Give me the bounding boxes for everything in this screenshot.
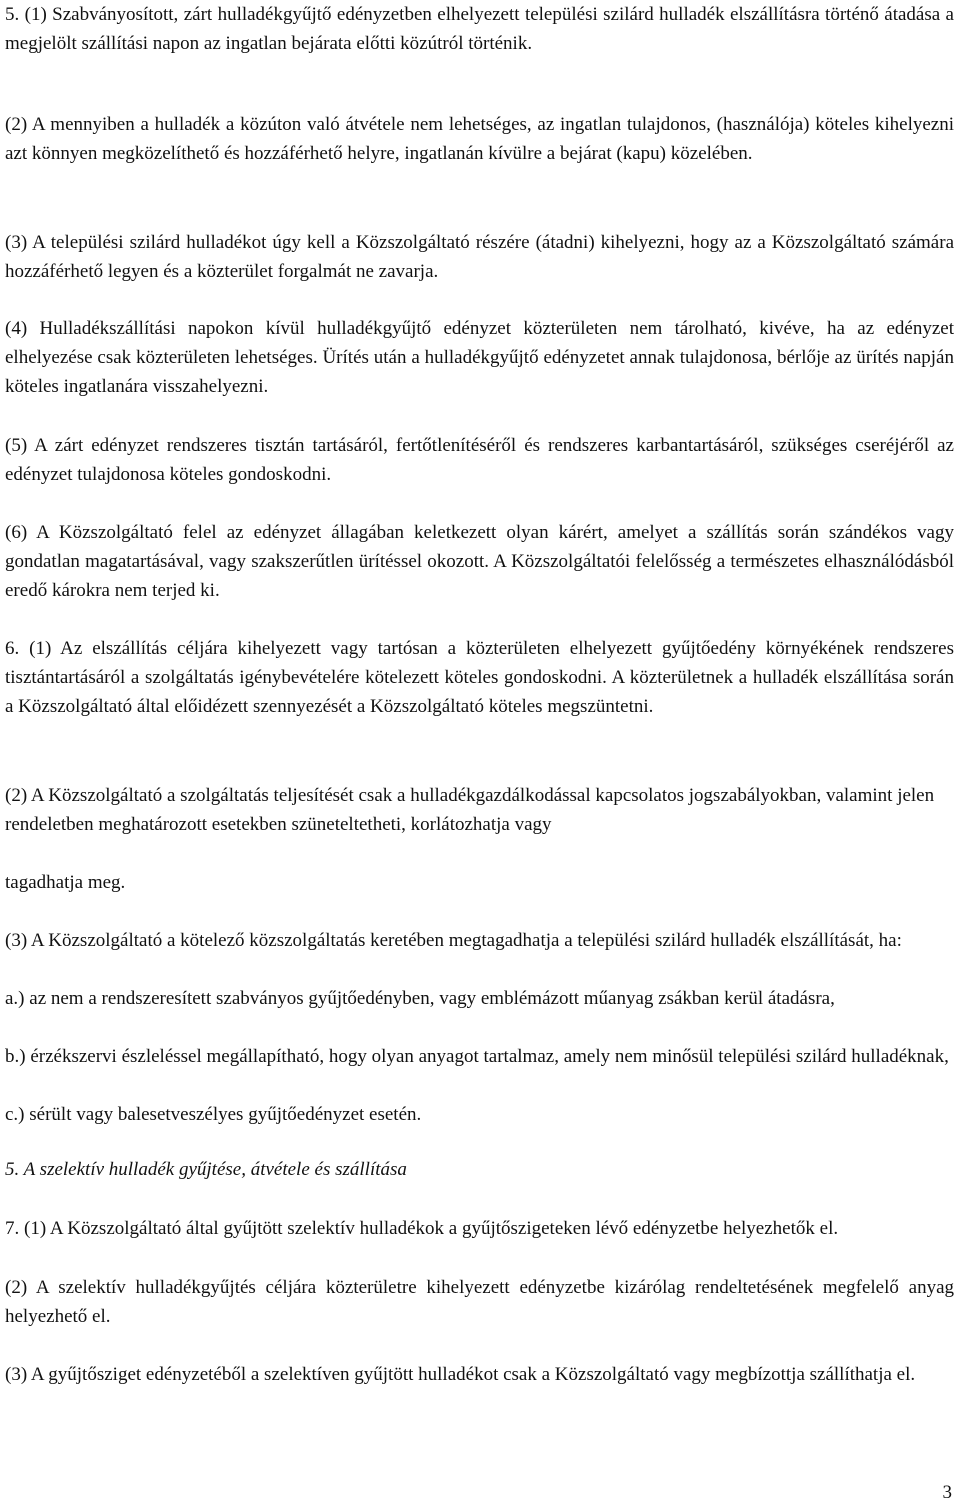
- list-item-c: c.) sérült vagy balesetveszélyes gyűjtőedényzet esetén.: [5, 1104, 422, 1125]
- paragraph-5-1: 5. (1) Szabványosított, zárt hulladékgyűjtő edényzetben elhelyezett települési szilárd hulladék elszállításra történő átadása a megjelölt szállítási napon az ingatlan bejárata előtti közútról történik.: [5, 4, 954, 54]
- paragraph-6-1: 6. (1) Az elszállítás céljára kihelyezett vagy tartósan a közterületen elhelyezett gyűjtőedény környékének rendszeres tisztántartásáról a szolgáltatás igénybevételére kötelezett köteles gondoskodni. A közterületnek a hulladék elszállítása során a Közszolgáltató által előidézett szennyezését a Közszolgáltató köteles megszüntetni.: [5, 638, 954, 717]
- paragraph-5-6: (6) A Közszolgáltató felel az edényzet állagában keletkezett olyan kárért, amelyet a szállítás során szándékos vagy gondatlan magatartásával, vagy szakszerűtlen ürítéssel okozott. A Közszolgáltatói felelősség a természetes elhasználódásból eredő károkra nem terjed ki.: [5, 522, 954, 601]
- page-number: 3: [942, 1482, 952, 1503]
- list-item-a: a.) az nem a rendszeresített szabványos gyűjtőedényben, vagy emblémázott műanyag zsákban kerül átadásra,: [5, 988, 835, 1009]
- paragraph-5-3: (3) A települési szilárd hulladékot úgy kell a Közszolgáltató részére (átadni) kihelyezni, hogy az a Közszolgáltató számára hozzáférhető legyen és a közterület forgalmát ne zavarja.: [5, 232, 954, 282]
- paragraph-6-2: (2) A Közszolgáltató a szolgáltatás teljesítését csak a hulladékgazdálkodással kapcsolatos jogszabályokban, valamint jelen rendeletben meghatározott esetekben szüneteltetheti, korlátozhatja vagy: [5, 785, 935, 835]
- paragraph-7-2: (2) A szelektív hulladékgyűjtés céljára közterületre kihelyezett edényzetbe kizárólag rendeltetésének megfelelő anyag helyezhető el.: [5, 1277, 954, 1327]
- paragraph-5-5: (5) A zárt edényzet rendszeres tisztán tartásáról, fertőtlenítéséről és rendszeres karbantartásáról, szükséges cseréjéről az edényzet tulajdonosa köteles gondoskodni.: [5, 435, 954, 485]
- paragraph-7-1: 7. (1) A Közszolgáltató által gyűjtött szelektív hulladékok a gyűjtőszigeteken lévő edényzetbe helyezhetők el.: [5, 1218, 839, 1239]
- section-heading: 5. A szelektív hulladék gyűjtése, átvétele és szállítása: [5, 1159, 407, 1180]
- paragraph-5-4: (4) Hulladékszállítási napokon kívül hulladékgyűjtő edényzet közterületen nem tárolható, kivéve, ha az edényzet elhelyezése csak közterületen lehetséges. Ürítés után a hulladékgyűjtő edényzetet annak tulajdonosa, bérlője az ürítés napján köteles ingatlanára visszahelyezni.: [5, 318, 954, 397]
- paragraph-6-2-end: tagadhatja meg.: [5, 872, 126, 893]
- paragraph-5-2: (2) A mennyiben a hulladék a közúton való átvétele nem lehetséges, az ingatlan tulajdonos, (használója) köteles kihelyezni azt könnyen megközelíthető és hozzáférhető helyre, ingatlanán kívülre a bejárat (kapu) közelében.: [5, 114, 954, 164]
- paragraph-7-3: (3) A gyűjtősziget edényzetéből a szelektíven gyűjtött hulladékot csak a Közszolgáltató vagy megbízottja szállíthatja el.: [5, 1364, 916, 1385]
- paragraph-6-3: (3) A Közszolgáltató a kötelező közszolgáltatás keretében megtagadhatja a települési szilárd hulladék elszállítását, ha:: [5, 930, 902, 951]
- list-item-b: b.) érzékszervi észleléssel megállapítható, hogy olyan anyagot tartalmaz, amely nem minősül települési szilárd hulladéknak,: [5, 1046, 949, 1067]
